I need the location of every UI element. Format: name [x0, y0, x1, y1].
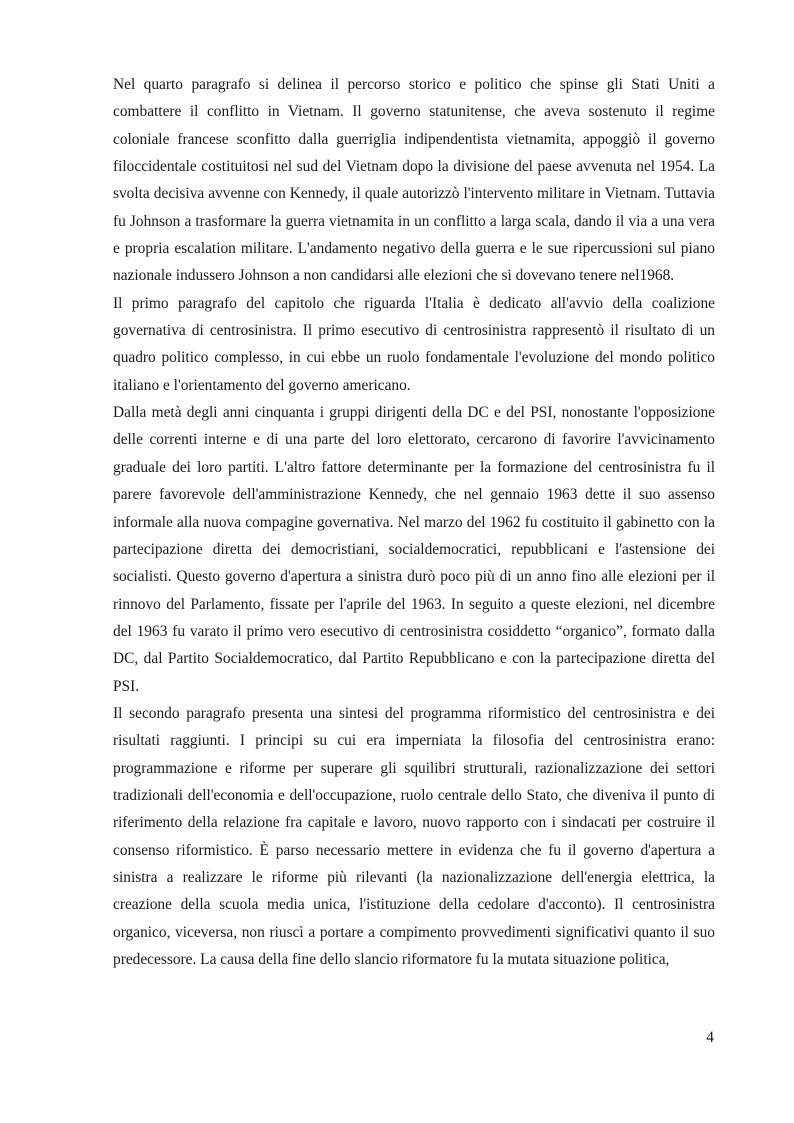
- paragraph-centrosinistra-intro: Il primo paragrafo del capitolo che riguarda l'Italia è dedicato all'avvio della coalizione governativa di centrosinistra. Il primo esecutivo di centrosinistra rappresentò il risultato di un quadro politico complesso, in cui ebbe un ruolo fondamentale l'evoluzione del mondo politico italiano e l'orientamento del governo americano.: [113, 294, 715, 394]
- paragraph-programma-riformistico: Il secondo paragrafo presenta una sintesi del programma riformistico del centrosinistra e dei risultati raggiunti. I principi su cui era imperniata la filosofia del centrosinistra erano: programmazione e riforme per superare gli squilibri strutturali, razionalizzazione dei settori tradizionali dell'economia e dell'occupazione, ruolo centrale dello Stato, che diveniva il punto di riferimento della relazione fra capitale e lavoro, nuovo rapporto con i sindacati per costruire il consenso riformistico. È parso necessario mettere in evidenza che fu il governo d'apertura a sinistra a realizzare le riforme più rilevanti (la nazionalizzazione dell'energia elettrica, la creazione della scuola media unica, l'istituzione della cedolare d'acconto). Il centrosinistra organico, viceversa, non riuscì a portare a compimento provvedimenti significativi quanto il suo predecessore. La causa della fine dello slancio riformatore fu la mutata situazione politica,: [113, 704, 715, 968]
- body-text: [113, 71, 715, 973]
- paragraph-dc-psi: Dalla metà degli anni cinquanta i gruppi dirigenti della DC e del PSI, nonostante l'opposizione delle correnti interne e di una parte del loro elettorato, cercarono di favorire l'avvicinamento graduale dei loro partiti. L'altro fattore determinante per la formazione del centrosinistra fu il parere favorevole dell'amministrazione Kennedy, che nel gennaio 1963 dette il suo assenso informale alla nuova compagine governativa. Nel marzo del 1962 fu costituito il gabinetto con la partecipazione diretta dei democristiani, socialdemocratici, repubblicani e l'astensione dei socialisti. Questo governo d'apertura a sinistra durò poco più di un anno fino alle elezioni per il rinnovo del Parlamento, fissate per l'aprile del 1963. In seguito a queste elezioni, nel dicembre del 1963 fu varato il primo vero esecutivo di centrosinistra cosiddetto “organico”, formato dalla DC, dal Partito Socialdemocratico, dal Partito Repubblicano e con la partecipazione diretta del PSI.: [113, 404, 715, 695]
- paragraph-vietnam: Nel quarto paragrafo si delinea il percorso storico e politico che spinse gli Stati Uniti a combattere il conflitto in Vietnam. Il governo statunitense, che aveva sostenuto il regime coloniale francese sconfitto dalla guerriglia indipendentista vietnamita, appoggiò il governo filoccidentale costituitosi nel sud del Vietnam dopo la divisione del paese avvenuta nel 1954. La svolta decisiva avvenne con Kennedy, il quale autorizzò l'intervento militare in Vietnam. Tuttavia fu Johnson a trasformare la guerra vietnamita in un conflitto a larga scala, dando il via a una vera e propria escalation militare. L'andamento negativo della guerra e le sue ripercussioni sul piano nazionale indussero Johnson a non candidarsi alle elezioni che si dovevano tenere nel1968.: [113, 76, 715, 285]
- page-number: 4: [706, 1029, 714, 1046]
